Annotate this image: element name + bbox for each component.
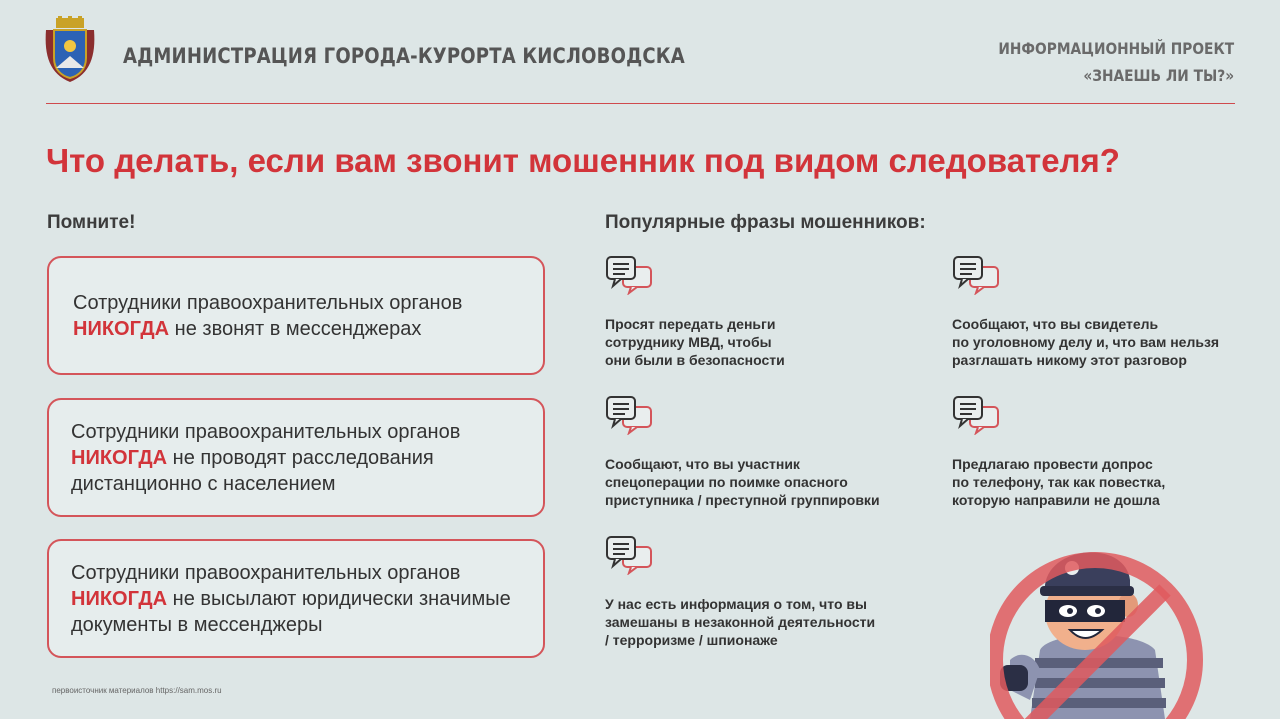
phrase-line: разглашать никому этот разговор <box>952 352 1187 368</box>
phrase-line: Сообщают, что вы участник <box>605 456 800 472</box>
chat-bubbles-icon <box>605 395 655 435</box>
phrase-text <box>605 595 925 649</box>
phrase-text <box>605 315 925 369</box>
org-title: АДМИНИСТРАЦИЯ ГОРОДА-КУРОРТА КИСЛОВОДСКА <box>123 44 685 68</box>
phrase-text <box>952 455 1272 509</box>
burglar-with-prohibition-sign-icon <box>990 530 1220 719</box>
remember-card-emphasis: НИКОГДА <box>71 446 168 469</box>
remember-card <box>47 539 545 658</box>
remember-card-lead: Сотрудники правоохранительных органов <box>71 420 461 443</box>
remember-card-text <box>71 419 533 497</box>
remember-title: Помните! <box>47 212 136 233</box>
phrases-title: Популярные фразы мошенников: <box>605 212 926 233</box>
header-divider <box>46 103 1235 104</box>
phrase-line: Сообщают, что вы свидетель <box>952 316 1159 332</box>
chat-bubbles-icon <box>952 255 1002 295</box>
phrase-line: У нас есть информация о том, что вы <box>605 596 867 612</box>
phrase-line: по телефону, так как повестка, <box>952 474 1166 490</box>
remember-card-rest: не звонят в мессенджерах <box>169 317 422 340</box>
remember-card-rest: не высылают юридически значимые документы в мессенджеры <box>71 587 511 636</box>
page-title: Что делать, если вам звонит мошенник под видом следователя? <box>46 142 1120 179</box>
remember-card-text <box>73 290 533 342</box>
remember-card <box>47 398 545 517</box>
remember-card-rest: не проводят расследования дистанционно с населением <box>71 446 434 495</box>
phrase-line: по уголовному делу и, что вам нельзя <box>952 334 1220 350</box>
phrase-line: Предлагаю провести допрос <box>952 456 1153 472</box>
phrase-text <box>952 315 1272 369</box>
remember-card-emphasis: НИКОГДА <box>73 317 170 340</box>
phrase-line: которую направили не дошла <box>952 492 1160 508</box>
remember-card <box>47 256 545 375</box>
phrase-line: они были в безопасности <box>605 352 785 368</box>
phrase-line: замешаны в незаконной деятельности <box>605 614 876 630</box>
phrase-line: / терроризме / шпионаже <box>605 632 778 648</box>
remember-card-emphasis: НИКОГДА <box>71 587 168 610</box>
phrase-line: спецоперации по поимке опасного <box>605 474 848 490</box>
chat-bubbles-icon <box>605 535 655 575</box>
city-coat-of-arms-icon <box>44 16 96 84</box>
project-line-2: «ЗНАЕШЬ ЛИ ТЫ?» <box>1083 66 1234 85</box>
chat-bubbles-icon <box>952 395 1002 435</box>
chat-bubbles-icon <box>605 255 655 295</box>
source-note: первоисточник материалов https://sam.mos.ru <box>52 686 222 695</box>
remember-card-text <box>71 560 533 638</box>
phrase-line: Просят передать деньги <box>605 316 776 332</box>
phrase-text <box>605 455 925 509</box>
project-line-1: ИНФОРМАЦИОННЫЙ ПРОЕКТ <box>998 39 1234 58</box>
remember-card-lead: Сотрудники правоохранительных органов <box>71 561 461 584</box>
phrase-line: приступника / преступной группировки <box>605 492 880 508</box>
remember-card-lead: Сотрудники правоохранительных органов <box>73 291 463 314</box>
project-label <box>998 35 1234 89</box>
phrase-line: сотруднику МВД, чтобы <box>605 334 772 350</box>
